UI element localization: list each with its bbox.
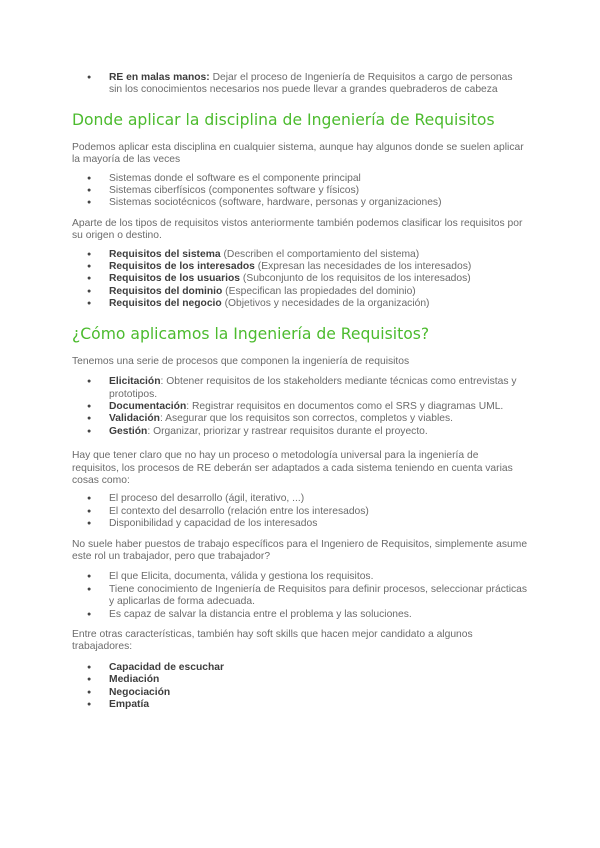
list-item: ● Sistemas ciberfísicos (componentes software y físicos) bbox=[72, 185, 528, 197]
skill-term: Capacidad de escuchar bbox=[109, 661, 225, 673]
systems-list bbox=[72, 173, 528, 210]
item-text: (Describen el comportamiento del sistema) bbox=[220, 248, 420, 260]
list-item bbox=[72, 298, 528, 310]
list-item bbox=[72, 662, 528, 674]
item-text: : Asegurar que los requisitos son correctos, completos y viables. bbox=[159, 413, 453, 425]
paragraph: Podemos aplicar esta disciplina en cualquier sistema, aunque hay algunos donde se suelen aplicar la mayoría de las veces bbox=[72, 141, 524, 166]
skill-term: Negociación bbox=[109, 686, 171, 698]
item-term: Requisitos del negocio bbox=[109, 298, 222, 310]
list-item bbox=[72, 699, 528, 711]
item-text: : Obtener requisitos de los stakeholders mediante técnicas como entrevistas y prototipos. bbox=[109, 376, 517, 400]
processes-list bbox=[72, 376, 528, 438]
item-term: Requisitos del sistema bbox=[109, 248, 221, 260]
list-item bbox=[72, 249, 528, 261]
item-text: (Objetivos y necesidades de la organización) bbox=[221, 298, 430, 310]
item-term: Requisitos de los interesados bbox=[109, 261, 255, 273]
item-term: Documentación bbox=[109, 400, 187, 412]
list-item: ● Disponibilidad y capacidad de los interesados bbox=[72, 518, 528, 530]
item-term: Requisitos de los usuarios bbox=[109, 273, 241, 285]
roles-list bbox=[72, 571, 528, 621]
list-item: ● El contexto del desarrollo (relación entre los interesados) bbox=[72, 506, 528, 518]
item-term: Validación bbox=[109, 413, 160, 425]
list-item bbox=[72, 426, 528, 438]
item-text: : Organizar, priorizar y rastrear requisitos durante el proyecto. bbox=[147, 425, 428, 437]
document-page bbox=[72, 72, 528, 711]
item-term: RE en malas manos: bbox=[109, 72, 210, 83]
paragraph: No suele haber puestos de trabajo específicos para el Ingeniero de Requisitos, simplemente asume este rol un trabajador, pero que trabajador? bbox=[72, 538, 528, 562]
section-title-donde: Donde aplicar la disciplina de Ingeniería de Requisitos bbox=[72, 110, 495, 129]
paragraph: Entre otras características, también hay soft skills que hacen mejor candidato a algunos trabajadores: bbox=[72, 629, 473, 653]
paragraph: Aparte de los tipos de requisitos vistos anteriormente también podemos clasificar los requisitos por su origen o destino. bbox=[72, 217, 523, 242]
list-item: ● Sistemas sociotécnicos (software, hardware, personas y organizaciones) bbox=[72, 197, 528, 209]
list-item bbox=[72, 413, 528, 425]
list-item bbox=[72, 401, 528, 413]
origins-list bbox=[72, 249, 528, 311]
skills-list bbox=[72, 662, 528, 712]
list-item bbox=[72, 376, 528, 401]
list-item: ● Es capaz de salvar la distancia entre el problema y las soluciones. bbox=[72, 609, 528, 621]
list-item: ● Tiene conocimiento de Ingeniería de Requisitos para definir procesos, seleccionar prácticas y aplicarlas de forma adecuada. bbox=[72, 584, 528, 609]
skill-term: Empatía bbox=[109, 699, 150, 711]
intro-list bbox=[72, 72, 528, 97]
item-text: (Especifican las propiedades del dominio) bbox=[222, 285, 416, 297]
list-item bbox=[72, 273, 528, 285]
paragraph: Hay que tener claro que no hay un proceso o metodología universal para la ingeniería de requisitos, los procesos de RE deberán ser adaptados a cada sistema teniendo en cuenta varias cosas como: bbox=[72, 450, 513, 486]
item-text: : Registrar requisitos en documentos como el SRS y diagramas UML. bbox=[186, 400, 504, 412]
paragraph: Tenemos una serie de procesos que componen la ingeniería de requisitos bbox=[72, 355, 410, 367]
item-text: (Subconjunto de los requisitos de los interesados) bbox=[240, 273, 471, 285]
item-term: Requisitos del dominio bbox=[109, 285, 223, 297]
skill-term: Mediación bbox=[109, 674, 160, 686]
factors-list bbox=[72, 493, 528, 530]
list-item bbox=[72, 687, 528, 699]
list-item bbox=[72, 286, 528, 298]
section-title-como: ¿Cómo aplicamos la Ingeniería de Requisitos? bbox=[72, 324, 430, 343]
item-text: (Expresan las necesidades de los interesados) bbox=[254, 261, 472, 273]
item-term: Elicitación bbox=[109, 376, 161, 388]
list-item bbox=[72, 72, 528, 97]
list-item: ● El que Elicita, documenta, válida y gestiona los requisitos. bbox=[72, 571, 528, 583]
list-item: ● El proceso del desarrollo (ágil, iterativo, ...) bbox=[72, 493, 528, 505]
list-item bbox=[72, 674, 528, 686]
list-item: ● Sistemas donde el software es el componente principal bbox=[72, 173, 528, 185]
list-item bbox=[72, 261, 528, 273]
item-term: Gestión bbox=[109, 425, 148, 437]
item-text: Dejar el proceso de Ingeniería de Requisitos a cargo de personas sin los conocimientos necesarios nos puede llevar a grandes quebraderos de cabeza bbox=[109, 72, 513, 96]
